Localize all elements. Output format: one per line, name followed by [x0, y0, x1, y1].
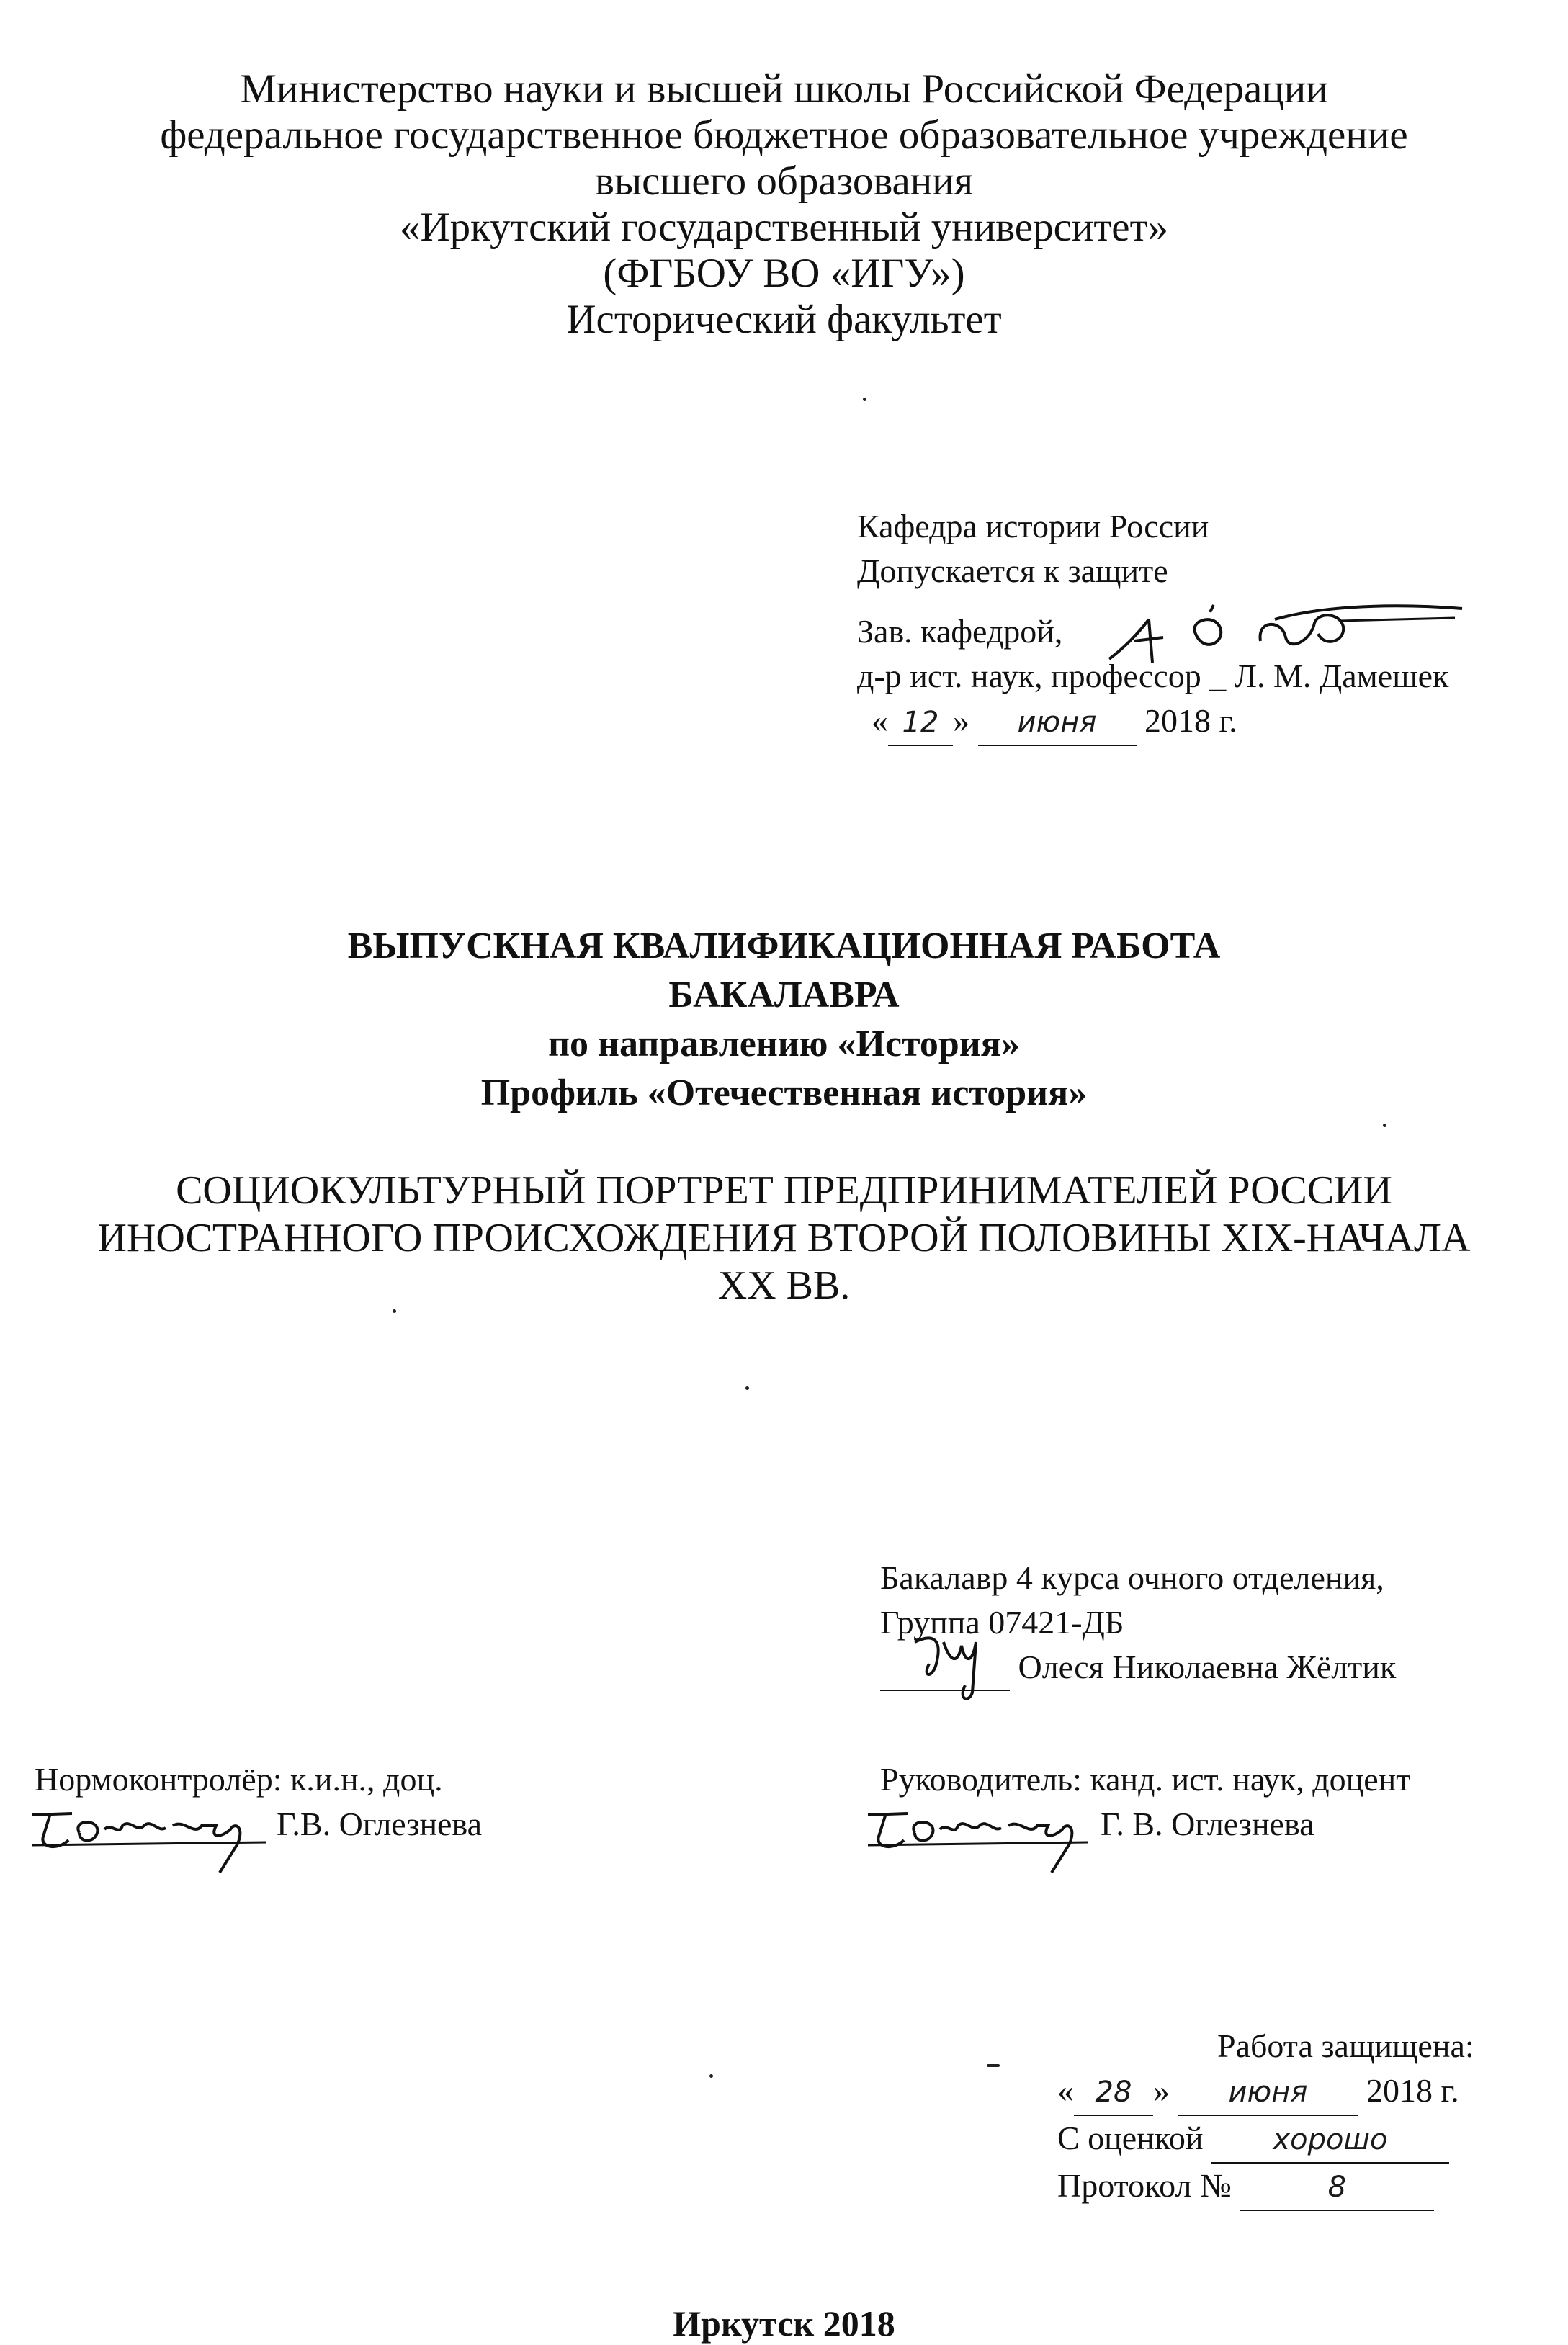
student-name: Олеся Николаевна Жёлтик: [1018, 1649, 1397, 1685]
head-name: д-р ист. наук, профессор _ Л. М. Дамешек: [857, 658, 1449, 694]
defense-day-handwritten: 28: [1095, 2076, 1132, 2109]
defense-grade: [1057, 2116, 1459, 2164]
approval-date: [872, 699, 1448, 746]
defense-year: 2018 г.: [1366, 2072, 1459, 2109]
ministry-line: Министерство науки и высшей школы Российской Федерации: [240, 66, 1328, 112]
date-day-handwritten: 12: [902, 706, 939, 739]
footer-city-year: Иркутск 2018: [673, 2303, 895, 2344]
date-day-field: [888, 699, 953, 746]
title-line-4: Профиль «Отечественная история»: [480, 1072, 1088, 1113]
protocol-handwritten: 8: [1327, 2171, 1347, 2204]
institution-level-line: высшего образования: [594, 158, 974, 204]
normcontrol-signature: [29, 1793, 288, 1880]
defense-date-quote-close: »: [1153, 2072, 1170, 2109]
date-quote-close: »: [953, 702, 969, 739]
defense-month-handwritten: июня: [1228, 2076, 1308, 2109]
scan-speck: [709, 2074, 713, 2078]
university-abbreviation: (ФГБОУ ВО «ИГУ»): [603, 251, 965, 296]
protocol-field: [1240, 2164, 1434, 2211]
date-year: 2018 г.: [1144, 702, 1237, 739]
date-quote-open: «: [872, 702, 888, 739]
student-signature: [900, 1613, 1016, 1707]
head-label: Зав. кафедрой,: [857, 613, 1063, 650]
defense-protocol: [1057, 2164, 1459, 2211]
grade-handwritten: хорошо: [1273, 2123, 1388, 2156]
title-line-1: ВЫПУСКНАЯ КВАЛИФИКАЦИОННАЯ РАБОТА: [347, 925, 1221, 967]
defense-date: [1057, 2068, 1459, 2116]
grade-field: [1211, 2116, 1449, 2164]
supervisor-label: Руководитель: канд. ист. наук, доцент: [880, 1761, 1411, 1798]
university-header: [0, 66, 1568, 343]
defense-day-field: [1074, 2068, 1153, 2116]
department-name: Кафедра истории России: [857, 508, 1209, 544]
normcontrol-name: Г.В. Оглезнева: [277, 1806, 483, 1842]
scan-speck: [1383, 1124, 1386, 1127]
faculty-name: Исторический факультет: [566, 297, 1002, 342]
defense-block: [1057, 2068, 1459, 2211]
admission-line: Допускается к защите: [857, 552, 1168, 589]
topic-line-2: ИНОСТРАННОГО ПРОИСХОЖДЕНИЯ ВТОРОЙ ПОЛОВИНЫ XIX-НАЧАЛА: [97, 1216, 1471, 1260]
institution-type-line: федеральное государственное бюджетное образовательное учреждение: [160, 112, 1408, 158]
topic-line-3: XX ВВ.: [717, 1263, 851, 1308]
defense-label: Работа защищена:: [1217, 2027, 1474, 2064]
title-line-2: БАКАЛАВРА: [668, 974, 900, 1015]
student-group: Группа 07421-ДБ: [880, 1604, 1124, 1641]
title-line-3: по направлению «История»: [548, 1023, 1020, 1064]
date-month-handwritten: июня: [1017, 706, 1097, 739]
university-name: «Иркутский государственный университет»: [400, 205, 1168, 250]
scan-speck: [745, 1386, 749, 1390]
topic-line-1: СОЦИОКУЛЬТУРНЫЙ ПОРТРЕТ ПРЕДПРИНИМАТЕЛЕЙ РОССИИ: [176, 1168, 1392, 1213]
head-signature: [1095, 591, 1469, 677]
normcontrol-label: Нормоконтролёр: к.и.н., доц.: [35, 1761, 443, 1798]
date-month-field: [978, 699, 1137, 746]
supervisor-name: Г. В. Оглезнева: [1101, 1806, 1314, 1842]
grade-label: С оценкой: [1057, 2120, 1204, 2156]
thesis-title: [0, 922, 1568, 1118]
thesis-topic: [0, 1167, 1568, 1309]
defense-month-field: [1178, 2068, 1358, 2116]
scan-speck: [393, 1309, 396, 1313]
defense-date-quote-open: «: [1057, 2072, 1074, 2109]
scan-speck: [863, 398, 866, 401]
supervisor-signature: [864, 1793, 1109, 1880]
protocol-label: Протокол №: [1057, 2167, 1232, 2204]
student-course: Бакалавр 4 курса очного отделения,: [880, 1559, 1384, 1596]
scan-speck: [987, 2064, 1000, 2067]
